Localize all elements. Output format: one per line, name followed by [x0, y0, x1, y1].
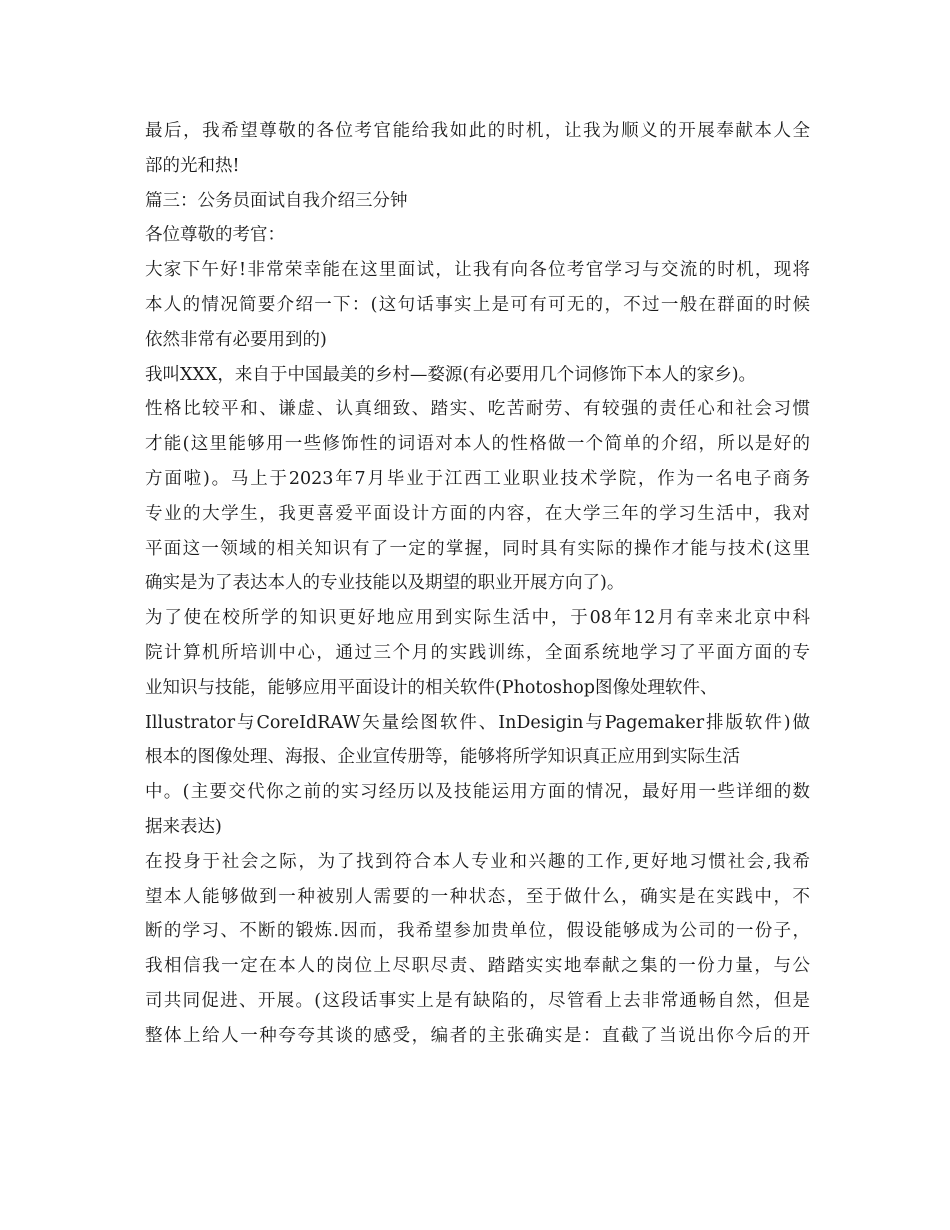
text-line: 专业的大学生，我更喜爱平面设计方面的内容，在大学三年的学习生活中，我对 — [145, 503, 810, 524]
text-line: 根本的图像处理、海报、企业宣传册等，能够将所学知识真正应用到实际生活 — [145, 747, 740, 768]
text-line: 大家下午好!非常荣幸能在这里面试，让我有向各位考官学习与交流的时机，现将 — [145, 260, 810, 281]
text-line: 我相信我一定在本人的岗位上尽职尽责、踏踏实实地奉献之集的一份力量，与公 — [145, 956, 810, 977]
text-line: 性格比较平和、谦虚、认真细致、踏实、吃苦耐劳、有较强的责任心和社会习惯 — [145, 399, 810, 420]
text-line: 院计算机所培训中心，通过三个月的实践训练，全面系统地学习了平面方面的专 — [145, 642, 810, 663]
text-line: 在投身于社会之际，为了找到符合本人专业和兴趣的工作,更好地习惯社会,我希 — [145, 851, 810, 872]
text-line: 据来表达) — [145, 816, 222, 837]
text-line: Illustrator与CoreIdRAW矢量绘图软件、InDesigin与Pagemaker排版软件)做 — [145, 712, 810, 733]
salutation: 各位尊敬的考官： — [145, 225, 285, 246]
text-line: 平面这一领域的相关知识有了一定的掌握，同时具有实际的操作才能与技术(这里 — [145, 538, 810, 559]
text-line: 整体上给人一种夸夸其谈的感受，编者的主张确实是：直截了当说出你今后的开 — [145, 1025, 810, 1046]
section-heading: 篇三：公务员面试自我介绍三分钟 — [145, 190, 408, 211]
text-line: 断的学习、不断的锻炼.因而，我希望参加贵单位，假设能够成为公司的一份子， — [145, 921, 810, 942]
text-line: 部的光和热! — [145, 155, 240, 176]
text-line: 我叫XXX，来自于中国最美的乡村—婺源(有必要用几个词修饰下本人的家乡)。 — [145, 364, 757, 385]
text-line: 依然非常有必要用到的) — [145, 329, 327, 350]
text-line: 方面啦)。马上于2023年7月毕业于江西工业职业技术学院，作为一名电子商务 — [145, 468, 810, 489]
text-line: 望本人能够做到一种被别人需要的一种状态，至于做什么，确实是在实践中，不 — [145, 886, 810, 907]
text-line: 最后，我希望尊敬的各位考官能给我如此的时机，让我为顺义的开展奉献本人全 — [145, 121, 810, 141]
text-line: 确实是为了表达本人的专业技能以及期望的职业开展方向了)。 — [145, 573, 625, 594]
text-line: 才能(这里能够用一些修饰性的词语对本人的性格做一个简单的介绍，所以是好的 — [145, 434, 810, 455]
text-line: 业知识与技能，能够应用平面设计的相关软件(Photoshop图像处理软件、 — [145, 677, 718, 698]
text-line: 司共同促进、开展。(这段话事实上是有缺陷的，尽管看上去非常通畅自然，但是 — [145, 990, 810, 1011]
document-body — [145, 114, 810, 1054]
text-line: 本人的情况简要介绍一下：(这句话事实上是可有可无的，不过一般在群面的时候 — [145, 294, 810, 315]
text-line: 中。(主要交代你之前的实习经历以及技能运用方面的情况，最好用一些详细的数 — [145, 782, 810, 803]
text-line: 为了使在校所学的知识更好地应用到实际生活中，于08年12月有幸来北京中科 — [145, 608, 810, 629]
